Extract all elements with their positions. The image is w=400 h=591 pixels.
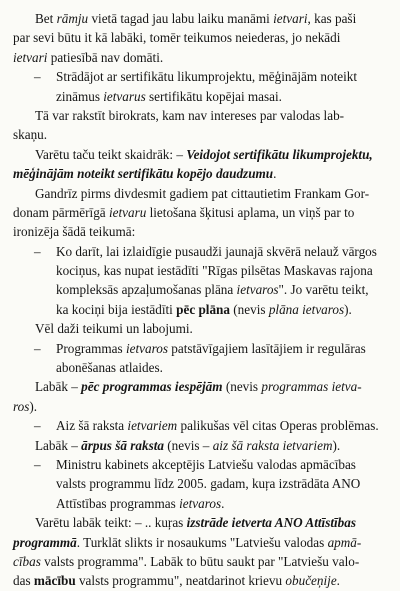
- text-line: [0, 145, 400, 164]
- text-segment: skaņu.: [13, 127, 48, 143]
- dash-marker: –: [34, 340, 41, 356]
- text-segment: ". Jo varētu teikt,: [278, 282, 369, 298]
- text-line: [0, 533, 400, 552]
- emphasis-segment: mācību: [33, 573, 76, 589]
- text-segment: Labāk –: [35, 437, 82, 453]
- text-segment: , kas paši: [307, 11, 357, 26]
- emphasis-segment: ārpus šā raksta: [81, 437, 164, 453]
- emphasis-segment: ietvaros: [179, 495, 222, 511]
- bullet-line: [0, 242, 400, 261]
- emphasis-segment: ros: [13, 398, 30, 414]
- text-segment: valsts programmu", neatdarinot krievu: [75, 573, 286, 589]
- text-line: [0, 261, 400, 280]
- text-line: [0, 397, 400, 416]
- emphasis-segment: ietvaros: [125, 340, 168, 356]
- bullet-line: [0, 416, 400, 435]
- text-line: [0, 203, 400, 222]
- bullet-line: [0, 339, 400, 358]
- text-line: [0, 552, 400, 571]
- text-segment: Ko darīt, lai izlaidīgie pusaudži jaunajā skvērā nelauž vārgos: [56, 243, 377, 259]
- emphasis-segment: ietvari: [273, 11, 308, 26]
- emphasis-segment: programmas ietva-: [261, 379, 362, 395]
- text-segment: Attīstības programmas: [56, 495, 180, 511]
- text-segment: donam pārmērīgā: [13, 204, 109, 220]
- text-segment: Tā var rakstīt birokrats, kam nav intereses par valodas lab-: [35, 107, 345, 123]
- emphasis-segment: pēc plāna: [176, 301, 230, 317]
- emphasis-segment: pēc programmas iespējām: [81, 379, 223, 395]
- emphasis-segment: cības: [13, 553, 41, 569]
- text-segment: palikušas vēl citas Operas problēmas.: [177, 418, 379, 434]
- text-line: [0, 300, 400, 319]
- text-segment: par sevi būtu it kā labāki, tomēr teikumos neiederas, jo nekādi: [13, 30, 341, 46]
- text-segment: Aiz šā raksta: [56, 418, 128, 434]
- text-segment: patstāvīgajiem lasītājiem ir regulāras: [167, 340, 366, 356]
- text-segment: ).: [332, 437, 341, 453]
- text-line: [0, 513, 400, 532]
- emphasis-segment: mēģinājām noteikt sertifikātu kopējo daudzumu: [13, 166, 274, 182]
- emphasis-segment: ietvaru: [108, 204, 147, 220]
- text-line: [0, 87, 400, 106]
- text-segment: .: [273, 166, 277, 182]
- bullet-line: [0, 455, 400, 474]
- text-line: [0, 474, 400, 493]
- emphasis-segment: ietvaros: [236, 282, 279, 298]
- text-line: [0, 9, 400, 28]
- text-segment: .: [336, 573, 340, 589]
- text-segment: kompleksās apzaļumošanas plāna: [56, 282, 237, 298]
- emphasis-segment: plāna ietvaros: [268, 301, 345, 317]
- text-segment: kociņus, kas nupat iestādīti "Rīgas pilsētas Maskavas rajona: [56, 263, 373, 279]
- text-segment: ka kociņi bija iestādīti: [56, 301, 177, 317]
- emphasis-segment: programmā: [13, 534, 77, 550]
- text-line: [0, 436, 400, 455]
- emphasis-segment: ietvari: [13, 49, 48, 65]
- text-segment: Bet: [35, 11, 57, 26]
- text-segment: Gandrīz pirms divdesmit gadiem pat cittautietim Frankam Gor-: [35, 185, 370, 201]
- text-segment: Vēl daži teikumi un labojumi.: [35, 321, 193, 337]
- text-line: [0, 319, 400, 338]
- dash-marker: –: [34, 69, 41, 85]
- bullet-line: [0, 67, 400, 86]
- emphasis-segment: apmā-: [327, 534, 362, 550]
- text-segment: Programmas: [56, 340, 126, 356]
- dash-marker: –: [34, 418, 41, 434]
- text-line: [0, 280, 400, 299]
- emphasis-segment: rāmju: [56, 11, 89, 26]
- text-segment: . Turklāt slikts ir nosaukums "Latviešu valodas: [76, 534, 328, 550]
- text-segment: abonēšanas atlaides.: [56, 360, 163, 376]
- text-segment: .: [221, 495, 225, 511]
- page-text: [0, 9, 400, 591]
- dash-marker: –: [34, 456, 41, 472]
- text-segment: Strādājot ar sertifikātu likumprojektu, mēģinājām noteikt: [56, 69, 358, 85]
- text-segment: (nevis: [229, 301, 269, 317]
- text-segment: ).: [29, 398, 38, 414]
- text-segment: valsts programma". Labāk to būtu saukt par "Latviešu valo-: [40, 553, 360, 569]
- text-segment: Varētu taču teikt skaidrāk: –: [35, 146, 187, 162]
- text-line: [0, 106, 400, 125]
- text-line: [0, 222, 400, 241]
- text-line: [0, 494, 400, 513]
- text-line: [0, 164, 400, 183]
- text-segment: valsts programmu līdz 2005. gadam, kuŗa izstrādāta ANO: [56, 476, 361, 492]
- emphasis-segment: aiz šā raksta ietvariem: [212, 437, 333, 453]
- text-segment: Varētu labāk teikt: – .. kuŗas: [35, 515, 187, 531]
- text-segment: ironizēja šādā teikumā:: [13, 224, 136, 240]
- text-line: [0, 571, 400, 590]
- text-line: [0, 125, 400, 144]
- text-line: [0, 48, 400, 67]
- text-segment: ).: [344, 301, 352, 317]
- text-segment: das: [13, 573, 34, 589]
- dash-marker: –: [34, 243, 41, 259]
- emphasis-segment: izstrāde ietverta ANO Attīstības: [186, 515, 356, 531]
- emphasis-segment: ietvarus: [103, 88, 146, 104]
- text-line: [0, 28, 400, 47]
- text-segment: (nevis –: [163, 437, 213, 453]
- text-segment: Labāk –: [35, 379, 82, 395]
- text-line: [0, 377, 400, 396]
- text-segment: (nevis: [222, 379, 262, 395]
- emphasis-segment: obučeņije: [285, 573, 337, 589]
- text-segment: vietā tagad jau labu laiku manāmi: [88, 11, 274, 26]
- text-segment: patiesībā nav domāti.: [47, 49, 164, 65]
- text-line: [0, 358, 400, 377]
- emphasis-segment: Veidojot sertifikātu likumprojektu,: [186, 146, 373, 162]
- text-segment: zināmus: [56, 88, 104, 104]
- text-segment: Ministru kabinets akceptējis Latviešu valodas apmācības: [56, 456, 356, 472]
- emphasis-segment: ietvariem: [127, 418, 178, 434]
- text-segment: sertifikātu kopējai masai.: [145, 88, 282, 104]
- text-line: [0, 184, 400, 203]
- text-segment: lietošana šķitusi aplama, un viņš par to: [146, 204, 355, 220]
